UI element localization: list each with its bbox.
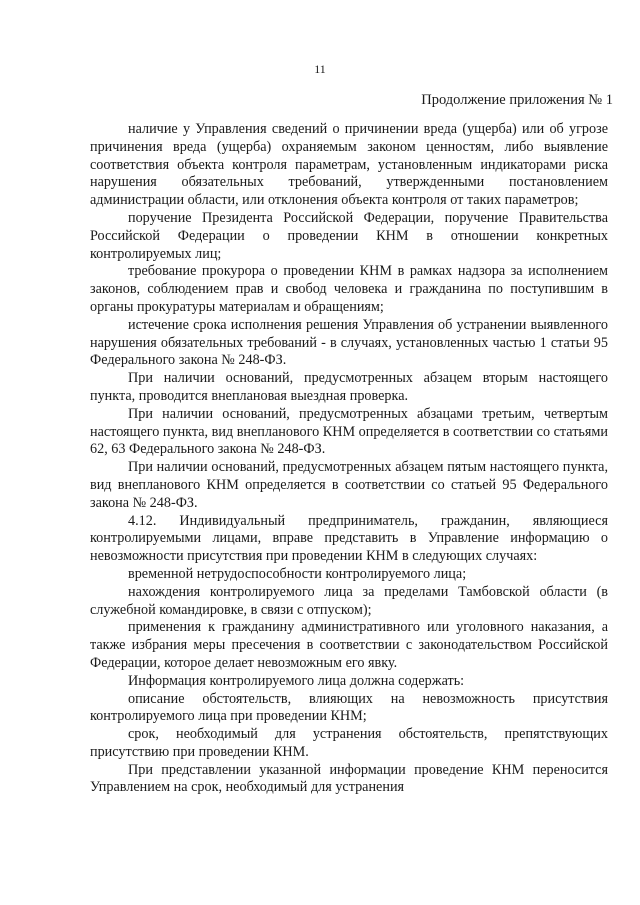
paragraph: поручение Президента Российской Федерации, поручение Правительства Российской Федерации о проведении КНМ в отношении конкретных контролируемых лиц;: [90, 209, 608, 262]
paragraph: 4.12. Индивидуальный предприниматель, гражданин, являющиеся контролируемыми лицами, вправе представить в Управление информацию о невозможности присутствия при проведении КНМ в следующих случаях:: [90, 512, 608, 565]
paragraph: Информация контролируемого лица должна содержать:: [128, 672, 465, 689]
appendix-header: Продолжение приложения № 1: [421, 92, 613, 108]
paragraph: истечение срока исполнения решения Управления об устранении выявленного нарушения обязательных требований - в случаях, установленных частью 1 статьи 95 Федерального закона № 248-ФЗ.: [90, 316, 608, 369]
paragraph: временной нетрудоспособности контролируемого лица;: [128, 565, 467, 582]
paragraph: При наличии оснований, предусмотренных абзацем вторым настоящего пункта, проводится внеплановая выездная проверка.: [90, 370, 608, 404]
paragraph: При представлении указанной информации проведение КНМ переносится Управлением на срок, необходимый для устранения: [90, 761, 608, 796]
document-body: [90, 121, 608, 797]
paragraph: нахождения контролируемого лица за пределами Тамбовской области (в служебной командировке, в связи с отпуском);: [90, 583, 608, 618]
paragraph: наличие у Управления сведений о причинении вреда (ущерба) или об угрозе причинения вреда (ущерба) охраняемым законом ценностям, либо выявление соответствия объекта контроля параметрам, установленным индикаторами риска нарушения обязательных требований, утвержденными постановлением администрации области, или отклонения объекта контроля от таких параметров;: [90, 121, 608, 209]
paragraph: срок, необходимый для устранения обстоятельств, препятствующих присутствию при проведении КНМ.: [90, 726, 608, 760]
paragraph: применения к гражданину административного или уголовного наказания, а также избрания меры пресечения в соответствии с законодательством Российской Федерации, которое делает невозможным его явку.: [90, 619, 608, 671]
page-number: 11: [314, 62, 326, 76]
paragraph: требование прокурора о проведении КНМ в рамках надзора за исполнением законов, соблюдением прав и свобод человека и гражданина по поступившим в органы прокуратуры материалам и обращениям;: [90, 263, 608, 315]
paragraph: При наличии оснований, предусмотренных абзацем пятым настоящего пункта, вид внепланового КНМ определяется в соответствии со статьей 95 Федерального закона № 248-ФЗ.: [90, 459, 608, 511]
paragraph: При наличии оснований, предусмотренных абзацами третьим, четвертым настоящего пункта, вид внепланового КНМ определяется в соответствии со статьями 62, 63 Федерального закона № 248-ФЗ.: [90, 405, 608, 458]
paragraph: описание обстоятельств, влияющих на невозможность присутствия контролируемого лица при проведении КНМ;: [90, 690, 608, 725]
